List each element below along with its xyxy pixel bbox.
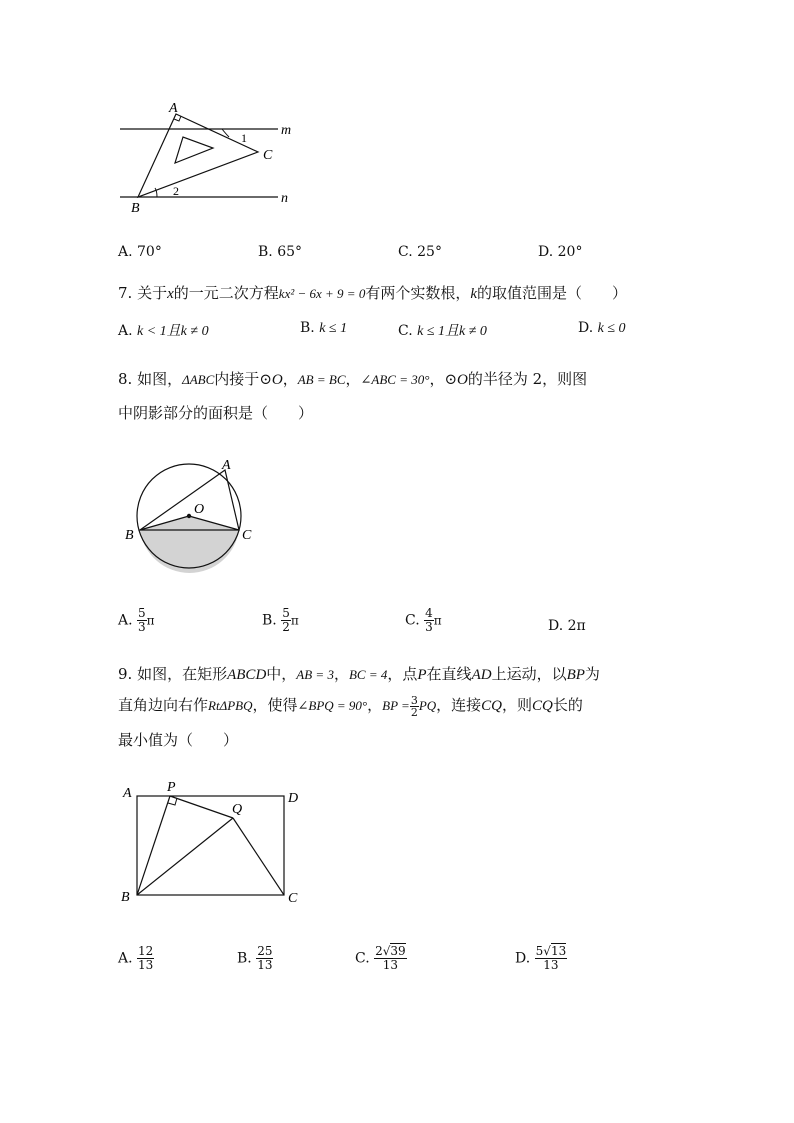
pq-line [170, 796, 233, 818]
label-d: D [288, 791, 299, 806]
q9-option-d[interactable]: D. $\frac{5√13}{13}$ [515, 944, 567, 972]
cq-line [233, 818, 284, 895]
triangle-abc [138, 114, 258, 197]
q9-figure [115, 775, 310, 910]
label-b: B [121, 890, 130, 905]
bq-line [137, 818, 233, 895]
q7-stem: 7. 关于x的一元二次方程kx² − 6x + 9 = 0有两个实数根，k的取值范围是（ ） [118, 284, 628, 302]
q8-stem-line1: 8. 如图，ΔABC内接于⊙O，AB = BC，∠ABC = 30°，⊙O的半径为 2，则图 [118, 370, 588, 388]
q9-stem-line3: 最小值为（ ） [118, 731, 239, 749]
q7-option-c[interactable]: C. k ≤ 1且k ≠ 0 [398, 323, 487, 339]
q9-option-b[interactable]: B. $\frac{25}{13}$ [237, 944, 273, 972]
rectangle-abcd [137, 796, 284, 895]
q8-option-c[interactable]: C. $\frac{4}{3}$ π [405, 606, 442, 634]
label-c: C [263, 148, 273, 163]
label-b: B [131, 201, 140, 216]
q8-option-b[interactable]: B. $\frac{5}{2}$ π [262, 606, 299, 634]
label-c: C [288, 891, 298, 906]
q8-option-d[interactable]: D. 2π [548, 618, 586, 634]
label-2: 2 [173, 184, 179, 198]
q9-stem-line2: 直角边向右作RtΔPBQ，使得∠BPQ = 90°，BP = $\frac{3}{2}$ PQ，连接CQ，则CQ长的 [118, 693, 583, 719]
q6-option-b[interactable]: B. 65° [258, 244, 303, 260]
label-b: B [125, 528, 134, 543]
label-c: C [242, 528, 252, 543]
q6-figure [110, 95, 310, 220]
q7-option-d[interactable]: D. k ≤ 0 [578, 320, 626, 336]
label-m: m [281, 123, 292, 138]
q8-option-a[interactable]: A. $\frac{5}{3}$ π [118, 606, 155, 634]
q7-equation: kx² − 6x + 9 = 0 [278, 286, 366, 301]
shaded-region [140, 516, 239, 573]
q7-option-b[interactable]: B. k ≤ 1 [300, 320, 348, 336]
label-o: O [194, 502, 205, 517]
q9-stem-line1: 9. 如图，在矩形ABCD中，AB = 3，BC = 4，点P在直线AD上运动，以BP为 [118, 665, 600, 683]
label-p: P [167, 780, 176, 795]
label-n: n [281, 191, 288, 206]
bp-line [137, 796, 170, 895]
label-a: A [123, 786, 132, 801]
q8-stem-line2: 中阴影部分的面积是（ ） [118, 404, 314, 422]
inner-triangle [175, 137, 213, 163]
q8-figure [120, 455, 270, 585]
label-1: 1 [241, 131, 247, 145]
q6-option-c[interactable]: C. 25° [398, 244, 442, 260]
q7-option-a[interactable]: A. k < 1且k ≠ 0 [118, 323, 209, 339]
label-a: A [222, 458, 231, 473]
q6-option-a[interactable]: A. 70° [118, 244, 162, 260]
center-point [187, 514, 191, 518]
label-q: Q [232, 802, 243, 817]
q6-option-d[interactable]: D. 20° [538, 244, 583, 260]
q9-option-a[interactable]: A. $\frac{12}{13}$ [118, 944, 154, 972]
q9-option-c[interactable]: C. $\frac{2√39}{13}$ [355, 944, 406, 972]
label-a: A [169, 101, 178, 116]
